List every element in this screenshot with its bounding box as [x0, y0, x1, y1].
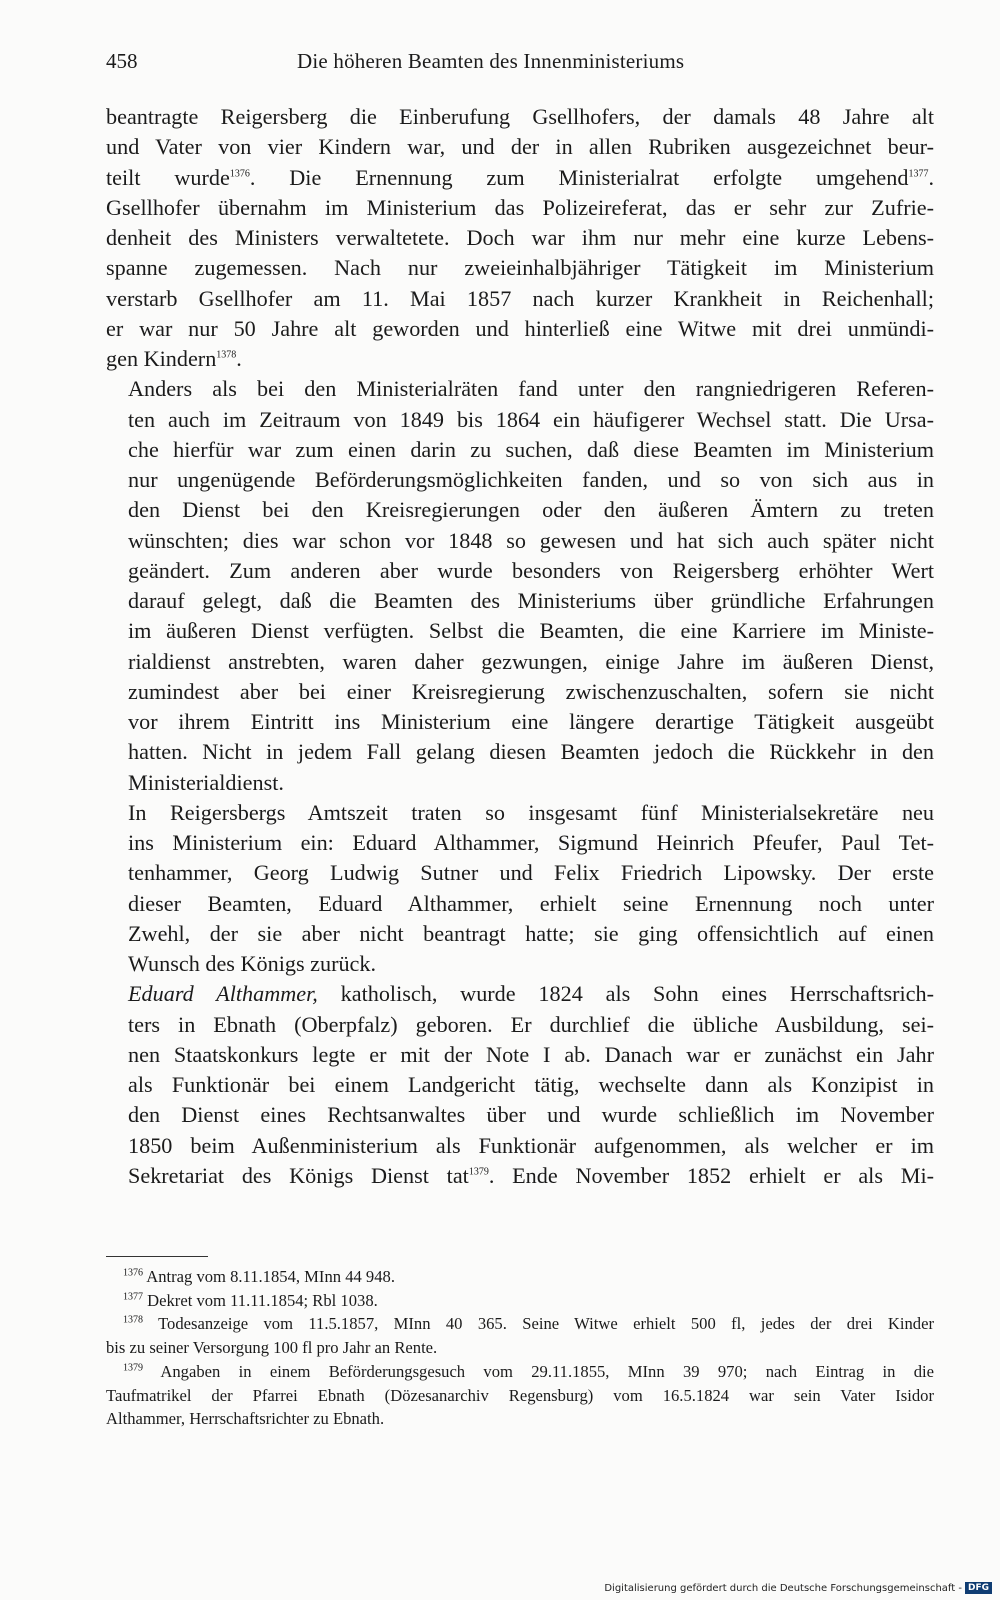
- text-line: verstarb Gsellhofer am 11. Mai 1857 nach kurzer Krankheit in Reichenhall;: [106, 285, 934, 311]
- footnote-1379: [106, 1360, 934, 1431]
- text-line: Zwehl, der sie aber nicht beantragt hatte; sie ging offensichtlich auf einen: [128, 920, 934, 946]
- footnote-divider: [106, 1256, 208, 1257]
- text-segment: . Ende November 1852 erhielt er als Mi-: [488, 1162, 934, 1188]
- footnote-1378: [106, 1312, 934, 1359]
- text-line: beantragte Reigersberg die Einberufung Gsellhofers, der damals 48 Jahre alt: [106, 104, 934, 129]
- text-line: [106, 979, 934, 1009]
- paragraph-4: [106, 979, 934, 1191]
- text-line: [106, 344, 934, 374]
- dfg-logo: DFG: [965, 1582, 992, 1594]
- footnote-line: bis zu seiner Versorgung 100 fl pro Jahr an Rente.: [106, 1338, 438, 1358]
- credit-text: Digitalisierung gefördert durch die Deutsche Forschungsgemeinschaft -: [604, 1583, 962, 1594]
- text-line: Gsellhofer übernahm im Ministerium das Polizeireferat, das er sehr zur Zufrie-: [106, 194, 934, 220]
- text-segment: . Die Ernennung zum Ministerialrat erfolgte umgehend: [249, 164, 909, 190]
- text-line: als Funktionär bei einem Landgericht tätig, wechselte dann als Konzipist in: [128, 1072, 934, 1097]
- footnote-ref-1376: 1376: [229, 168, 250, 180]
- text-line: dieser Beamten, Eduard Althammer, erhielt seine Ernennung noch unter: [128, 890, 934, 916]
- text-line: In Reigersbergs Amtszeit traten so insgesamt fünf Ministerialsekretäre neu: [128, 799, 934, 825]
- text-line: spanne zugemessen. Nach nur zweieinhalbjähriger Tätigkeit im Ministerium: [106, 255, 934, 281]
- text-line: den Dienst bei den Kreisregierungen oder den äußeren Ämtern zu treten: [128, 497, 934, 523]
- text-line: geändert. Zum anderen aber wurde besonders von Reigersberg erhöhter Wert: [128, 557, 934, 583]
- body-text: [106, 102, 934, 1191]
- text-line: tenhammer, Georg Ludwig Sutner und Felix Friedrich Lipowsky. Der erste: [128, 860, 934, 886]
- text-line: denheit des Ministers verwaltetete. Doch war ihm nur mehr eine kurze Lebens-: [106, 225, 934, 250]
- text-line: im äußeren Dienst verfügten. Selbst die Beamten, die eine Karriere im Ministe-: [128, 618, 934, 644]
- page-header: [106, 44, 934, 78]
- footnote-number: 1376: [123, 1267, 143, 1279]
- footnote-text: Antrag vom 8.11.1854, MInn 44 948.: [146, 1267, 395, 1286]
- footnote-line: [106, 1265, 934, 1289]
- text-line: 1850 beim Außenministerium als Funktionär aufgenommen, als welcher er im: [128, 1132, 934, 1158]
- text-segment: katholisch, wurde 1824 als Sohn eines Herrschaftsrich-: [317, 981, 934, 1007]
- running-title: Die höheren Beamten des Innenministeriums: [297, 49, 685, 73]
- text-line: wünschten; dies war schon vor 1848 so gewesen und hat sich auch später nicht: [128, 527, 934, 553]
- text-segment: .: [928, 164, 935, 190]
- text-line: ten auch im Zeitraum von 1849 bis 1864 ein häufigerer Wechsel statt. Die Ursa-: [128, 406, 934, 432]
- text-line: nur ungenügende Beförderungsmöglichkeiten fanden, und so von sich aus in: [128, 467, 934, 492]
- text-line: hatten. Nicht in jedem Fall gelang diesen Beamten jedoch die Rückkehr in den: [128, 739, 934, 765]
- text-line: er war nur 50 Jahre alt geworden und hinterließ eine Witwe mit drei unmündi-: [106, 315, 934, 341]
- footnote-text: Dekret vom 11.11.1854; Rbl 1038.: [147, 1290, 378, 1310]
- paragraph-3: [106, 798, 934, 980]
- text-line: zumindest aber bei einer Kreisregierung zwischenzuschalten, sofern sie nicht: [128, 678, 934, 704]
- text-line: darauf gelegt, daß die Beamten des Ministeriums über gründliche Erfahrungen: [128, 588, 934, 613]
- digitization-credit: [604, 1581, 992, 1597]
- text-line: Wunsch des Königs zurück.: [128, 951, 377, 976]
- text-line: [106, 1161, 934, 1191]
- footnote-line: [106, 1360, 934, 1384]
- text-segment: gen Kindern: [106, 346, 217, 371]
- footnote-line: Taufmatrikel der Pfarrei Ebnath (Dözesanarchiv Regensburg) vom 16.5.1824 war sein Vater Isidor: [106, 1385, 934, 1405]
- footnote-ref-1378: 1378: [216, 349, 237, 361]
- text-line: nen Staatskonkurs legte er mit der Note I ab. Danach war er zunächst ein Jahr: [128, 1041, 934, 1067]
- footnote-line: [106, 1289, 934, 1313]
- footnote-number: 1378: [123, 1314, 143, 1326]
- text-segment: Sekretariat des Königs Dienst tat: [128, 1162, 469, 1188]
- text-segment: .: [236, 346, 242, 371]
- text-line: rialdienst anstrebten, waren daher gezwungen, einige Jahre im äußeren Dienst,: [128, 648, 934, 674]
- text-segment: teilt wurde: [106, 164, 230, 190]
- text-line: ters in Ebnath (Oberpfalz) geboren. Er durchlief die übliche Ausbildung, sei-: [128, 1011, 934, 1037]
- page-number: 458: [106, 49, 138, 73]
- footnote-text: Todesanzeige vom 11.5.1857, MInn 40 365. Seine Witwe erhielt 500 fl, jedes der drei Kinder: [158, 1314, 934, 1334]
- person-name: Eduard Althammer,: [128, 981, 318, 1007]
- paragraph-1: [106, 102, 934, 374]
- text-line: ins Ministerium ein: Eduard Althammer, Sigmund Heinrich Pfeufer, Paul Tet-: [128, 830, 934, 855]
- footnote-ref-1377: 1377: [908, 168, 929, 180]
- footnote-line: Althammer, Herrschaftsrichter zu Ebnath.: [106, 1409, 385, 1429]
- footnotes: [106, 1265, 934, 1431]
- text-line: [106, 163, 934, 193]
- text-line: vor ihrem Eintritt ins Ministerium eine längere derartige Tätigkeit ausgeübt: [128, 709, 934, 734]
- text-line: che hierfür war zum einen darin zu suchen, daß diese Beamten im Ministerium: [128, 436, 934, 462]
- footnote-line: [106, 1312, 934, 1336]
- text-line: Anders als bei den Ministerialräten fand unter den rangniedrigeren Referen-: [128, 376, 934, 402]
- text-line: und Vater von vier Kindern war, und der in allen Rubriken ausgezeichnet beur-: [106, 134, 934, 160]
- footnote-number: 1379: [123, 1362, 143, 1374]
- paragraph-2: [106, 374, 934, 798]
- footnote-1377: [106, 1289, 934, 1313]
- text-line: den Dienst eines Rechtsanwaltes über und wurde schließlich im November: [128, 1102, 934, 1128]
- footnote-ref-1379: 1379: [468, 1166, 489, 1178]
- footnote-1376: [106, 1265, 934, 1289]
- text-line: Ministerialdienst.: [128, 769, 284, 795]
- footnote-text: Angaben in einem Beförderungsgesuch vom 29.11.1855, MInn 39 970; nach Eintrag in die: [160, 1361, 934, 1381]
- footnote-number: 1377: [123, 1291, 143, 1303]
